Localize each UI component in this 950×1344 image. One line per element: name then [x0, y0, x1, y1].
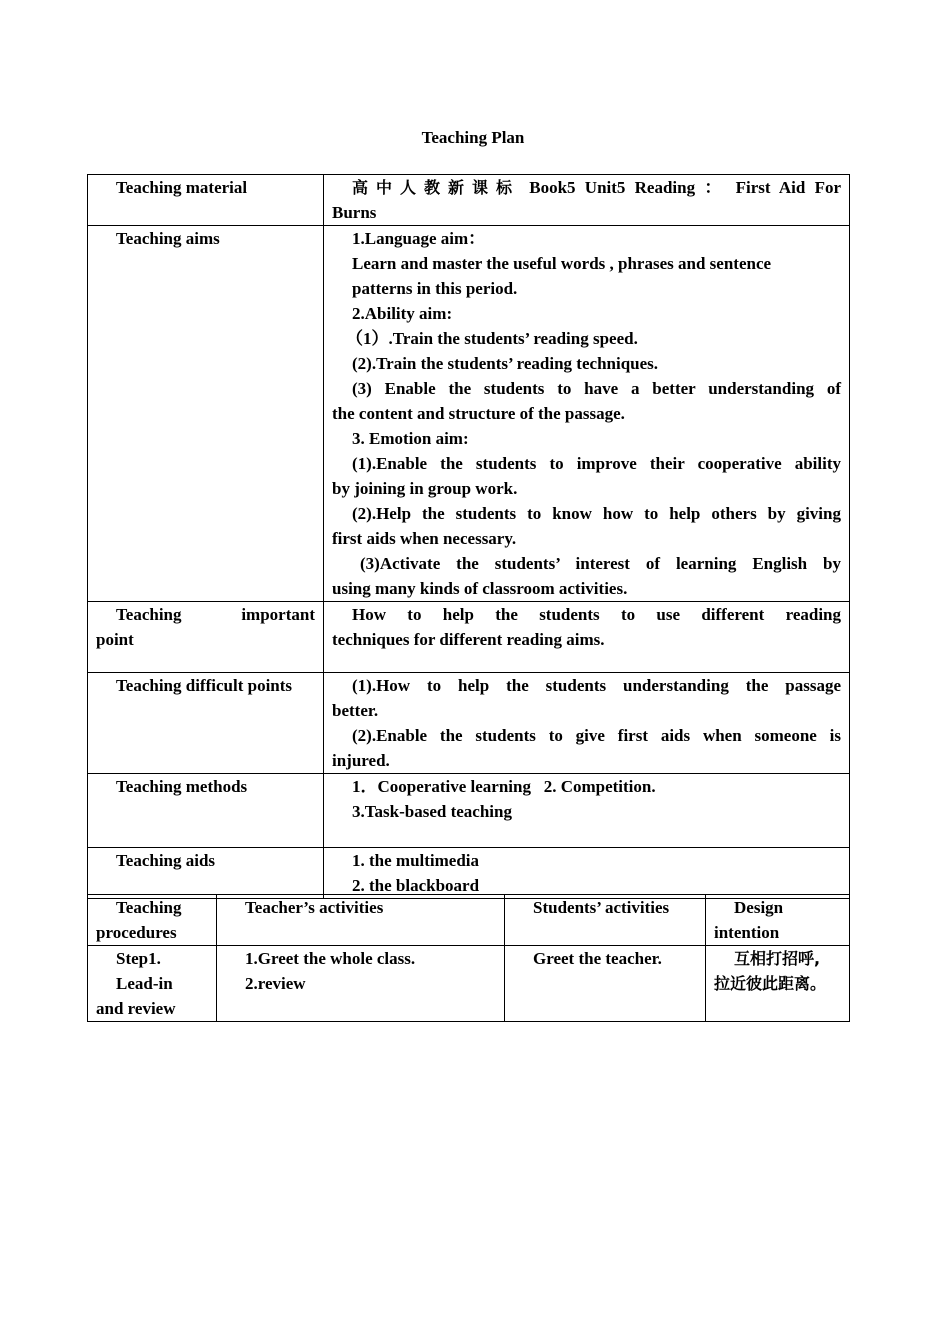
- header-design-intention: Design intention: [706, 895, 850, 946]
- aims-line: patterns in this period.: [352, 279, 518, 298]
- material-sep: ：: [704, 178, 727, 197]
- procedures-table: [87, 894, 850, 1022]
- value-teaching-aims: [324, 226, 850, 602]
- label-teaching-aids: Teaching aids: [88, 848, 324, 899]
- aims-line: （1）.Train the students’ reading speed.: [346, 329, 638, 348]
- header-students-activities: Students’ activities: [505, 895, 706, 946]
- header-teaching-procedures: Teaching procedures: [88, 895, 217, 946]
- aims-line: 1.Language aim：: [352, 229, 486, 248]
- label-teaching-difficult-points: Teaching difficult points: [88, 673, 324, 774]
- step1-name: Step1. Lead-in and review: [88, 946, 217, 1022]
- aims-line: (2).Help the students to know how to help others by giving: [352, 504, 841, 523]
- material-line2: Burns: [332, 203, 377, 222]
- aims-line: (1).Enable the students to improve their cooperative ability: [352, 454, 841, 473]
- row-teaching-material: [88, 175, 850, 226]
- aims-line: (3)Activate the students’ interest of learning English by: [360, 554, 841, 573]
- material-cn: 高中人教新课标: [352, 178, 520, 197]
- step1-design-intention: 互相打招呼, 拉近彼此距离。: [706, 946, 850, 1022]
- value-teaching-material: [324, 175, 850, 226]
- row-teaching-aims: [88, 226, 850, 602]
- row-teaching-important-point: [88, 602, 850, 673]
- row-teaching-difficult-points: [88, 673, 850, 774]
- material-en-2: First Aid For: [735, 178, 841, 197]
- label-teaching-material: Teaching material: [88, 175, 324, 226]
- aims-line: using many kinds of classroom activities.: [332, 579, 628, 598]
- aims-line: the content and structure of the passage.: [332, 404, 625, 423]
- material-en-1: Book5 Unit5 Reading: [529, 178, 696, 197]
- step1-teacher-activities: 1.Greet the whole class. 2.review: [217, 946, 505, 1022]
- header-teacher-activities: Teacher’s activities: [217, 895, 505, 946]
- row-teaching-aids: [88, 848, 850, 899]
- value-teaching-aids: 1. the multimedia 2. the blackboard: [324, 848, 850, 899]
- aims-line: (2).Train the students’ reading techniques.: [352, 354, 659, 373]
- aims-line: first aids when necessary.: [332, 529, 517, 548]
- aims-line: (3) Enable the students to have a better understanding of: [352, 379, 841, 398]
- label-teaching-important-point: Teaching important point: [88, 602, 324, 673]
- aims-line: 2.Ability aim:: [352, 304, 453, 323]
- aims-line: Learn and master the useful words , phrases and sentence: [352, 254, 772, 273]
- value-teaching-important-point: How to help the students to use different reading techniques for different reading aims.: [324, 602, 850, 673]
- label-teaching-methods: Teaching methods: [88, 774, 324, 848]
- aims-line: by joining in group work.: [332, 479, 518, 498]
- value-teaching-difficult-points: (1).How to help the students understanding the passage better. (2).Enable the students to give first aids when someone is injured.: [324, 673, 850, 774]
- page-title: Teaching Plan: [421, 128, 525, 147]
- row-teaching-methods: [88, 774, 850, 848]
- label-teaching-aims: Teaching aims: [88, 226, 324, 602]
- value-teaching-methods: 1．Cooperative learning 2. Competition. 3.Task-based teaching: [324, 774, 850, 848]
- aims-line: 3. Emotion aim:: [352, 429, 469, 448]
- teaching-plan-table: [87, 174, 850, 899]
- procedures-row-step1: [88, 946, 850, 1022]
- procedures-header-row: [88, 895, 850, 946]
- step1-students-activities: Greet the teacher.: [505, 946, 706, 1022]
